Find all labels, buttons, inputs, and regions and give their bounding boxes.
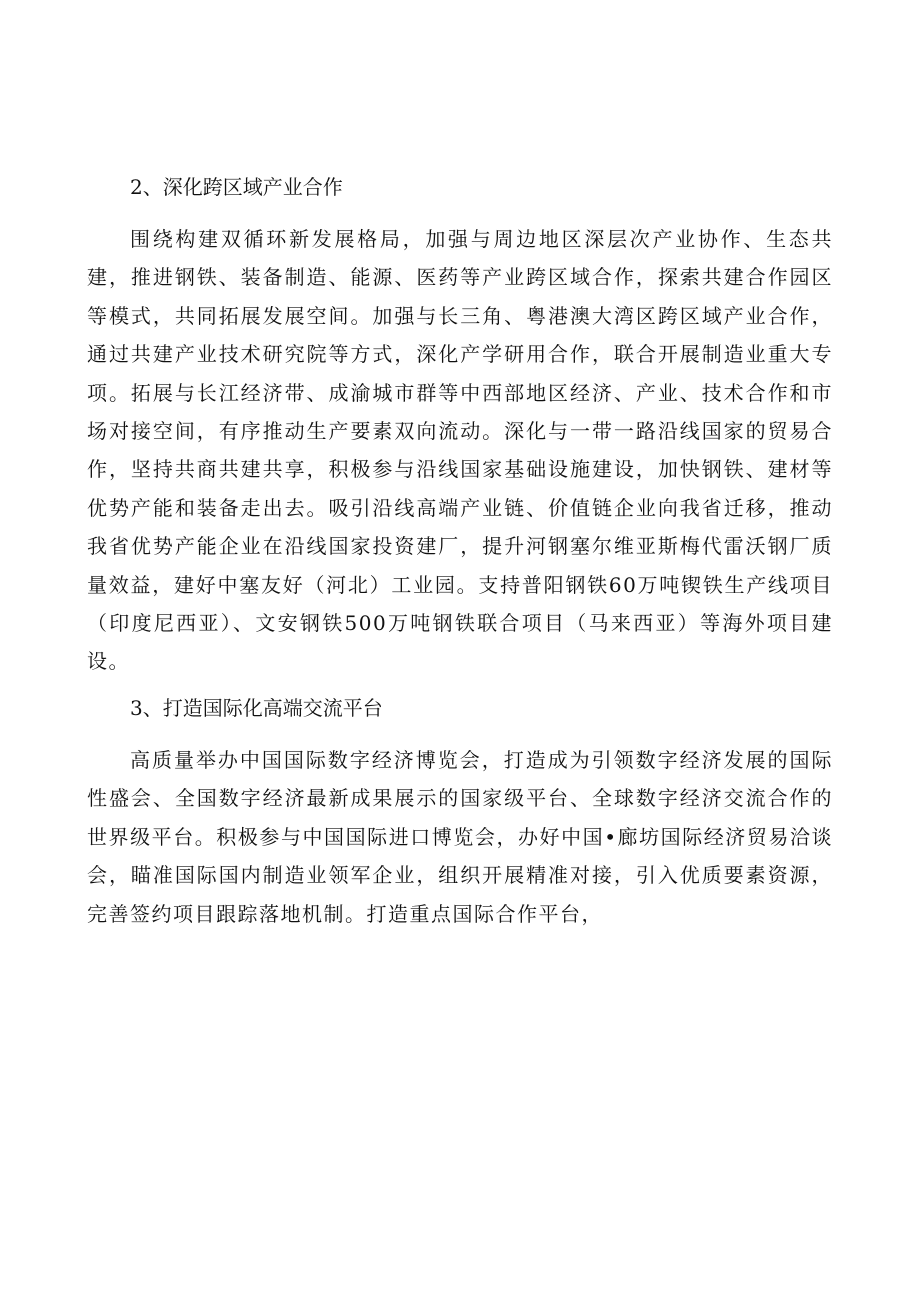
document-page — [87, 168, 833, 933]
section-heading-3: 3、打造国际化高端交流平台 — [130, 695, 383, 720]
section-paragraph-3: 高质量举办中国国际数字经济博览会，打造成为引领数字经济发展的国际性盛会、全国数字经济最新成果展示的国家级平台、全球数字经济交流合作的世界级平台。积极参与中国国际进口博览会，办好中国•廊坊国际经济贸易洽谈会，瞄准国际国内制造业领军企业，组织开展精准对接，引入优质要素资源，完善签约项目跟踪落地机制。打造重点国际合作平台， — [87, 747, 833, 926]
spacer — [87, 206, 833, 220]
spacer — [87, 727, 833, 741]
section-paragraph-2: 围绕构建双循环新发展格局，加强与周边地区深层次产业协作、生态共建，推进钢铁、装备制造、能源、医药等产业跨区域合作，探索共建合作园区等模式，共同拓展发展空间。加强与长三角、粤港澳大湾区跨区域产业合作，通过共建产业技术研究院等方式，深化产学研用合作，联合开展制造业重大专项。拓展与长江经济带、成渝城市群等中西部地区经济、产业、技术合作和市场对接空间，有序推动生产要素双向流动。深化与一带一路沿线国家的贸易合作，坚持共商共建共享，积极参与沿线国家基础设施建设，加快钢铁、建材等优势产能和装备走出去。吸引沿线高端产业链、价值链企业向我省迁移，推动我省优势产能企业在沿线国家投资建厂，提升河钢塞尔维亚斯梅代雷沃钢厂质量效益，建好中塞友好（河北）工业园。支持普阳钢铁60万吨锲铁生产线项目（印度尼西亚）、文安钢铁500万吨钢铁联合项目（马来西亚）等海外项目建设。 — [87, 227, 833, 674]
section-heading-2: 2、深化跨区域产业合作 — [130, 175, 343, 199]
